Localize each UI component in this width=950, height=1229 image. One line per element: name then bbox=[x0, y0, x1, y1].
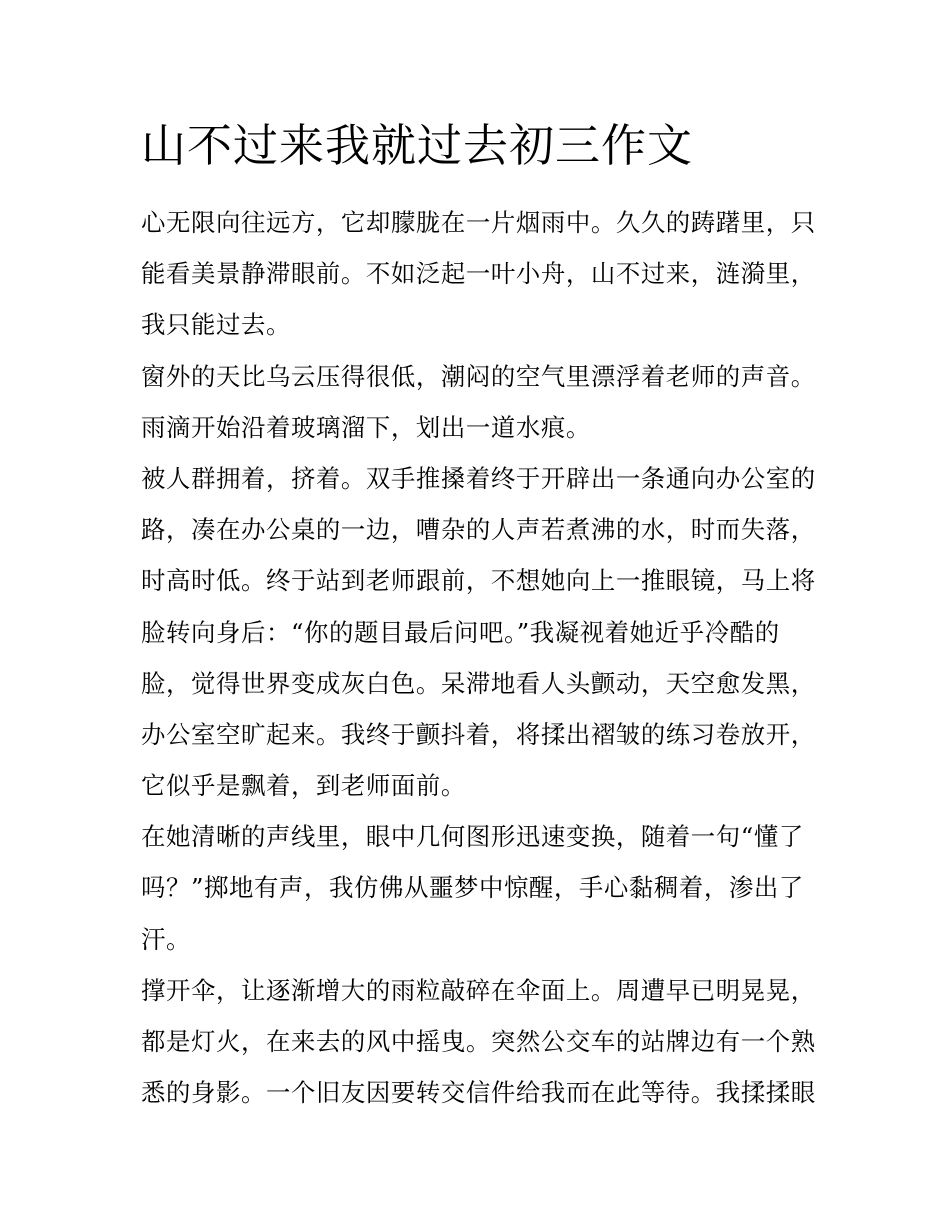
text-line: 撑开伞，让逐渐增大的雨粒敲碎在伞面上。周遭早已明晃晃， bbox=[141, 975, 816, 1005]
text-line: 脸转向身后：“你的题目最后问吧。”我凝视着她近乎冷酷的 bbox=[141, 617, 780, 647]
text-line: 汗。 bbox=[141, 924, 191, 954]
text-line: 心无限向往远方，它却朦胧在一片烟雨中。久久的踌躇里，只 bbox=[141, 208, 816, 237]
text-line: 吗？”掷地有声，我仿佛从噩梦中惊醒，手心黏稠着，渗出了 bbox=[141, 873, 804, 903]
text-line: 时高时低。终于站到老师跟前，不想她向上一推眼镜，马上将 bbox=[141, 566, 816, 596]
text-line: 能看美景静滞眼前。不如泛起一叶小舟，山不过来，涟漪里， bbox=[141, 259, 816, 289]
text-line: 都是灯火，在来去的风中摇曳。突然公交车的站牌边有一个熟 bbox=[141, 1027, 816, 1056]
text-line: 在她清晰的声线里，眼中几何图形迅速变换，随着一句“懂了 bbox=[141, 822, 804, 852]
text-line: 它似乎是飘着，到老师面前。 bbox=[141, 771, 466, 801]
text-line: 悉的身影。一个旧友因要转交信件给我而在此等待。我揉揉眼 bbox=[141, 1078, 816, 1108]
paragraph-4 bbox=[141, 811, 816, 965]
text-line: 路，凑在办公桌的一边，嘈杂的人声若煮沸的水，时而失落， bbox=[141, 515, 816, 545]
text-line: 办公室空旷起来。我终于颤抖着，将揉出褶皱的练习卷放开， bbox=[141, 719, 816, 749]
document-body bbox=[141, 197, 816, 1118]
text-line: 脸，觉得世界变成灰白色。呆滞地看人头颤动，天空愈发黑， bbox=[141, 668, 816, 698]
text-line: 窗外的天比乌云压得很低，潮闷的空气里漂浮着老师的声音。 bbox=[141, 361, 816, 391]
document-title: 山不过来我就过去初三作文 bbox=[141, 119, 694, 172]
text-line: 雨滴开始沿着玻璃溜下，划出一道水痕。 bbox=[141, 412, 591, 442]
text-line: 被人群拥着，挤着。双手推搡着终于开辟出一条通向办公室的 bbox=[141, 463, 816, 493]
paragraph-1 bbox=[141, 197, 816, 351]
paragraph-3 bbox=[141, 453, 816, 811]
text-line: 我只能过去。 bbox=[141, 310, 291, 340]
paragraph-2 bbox=[141, 351, 816, 453]
paragraph-5 bbox=[141, 965, 816, 1119]
